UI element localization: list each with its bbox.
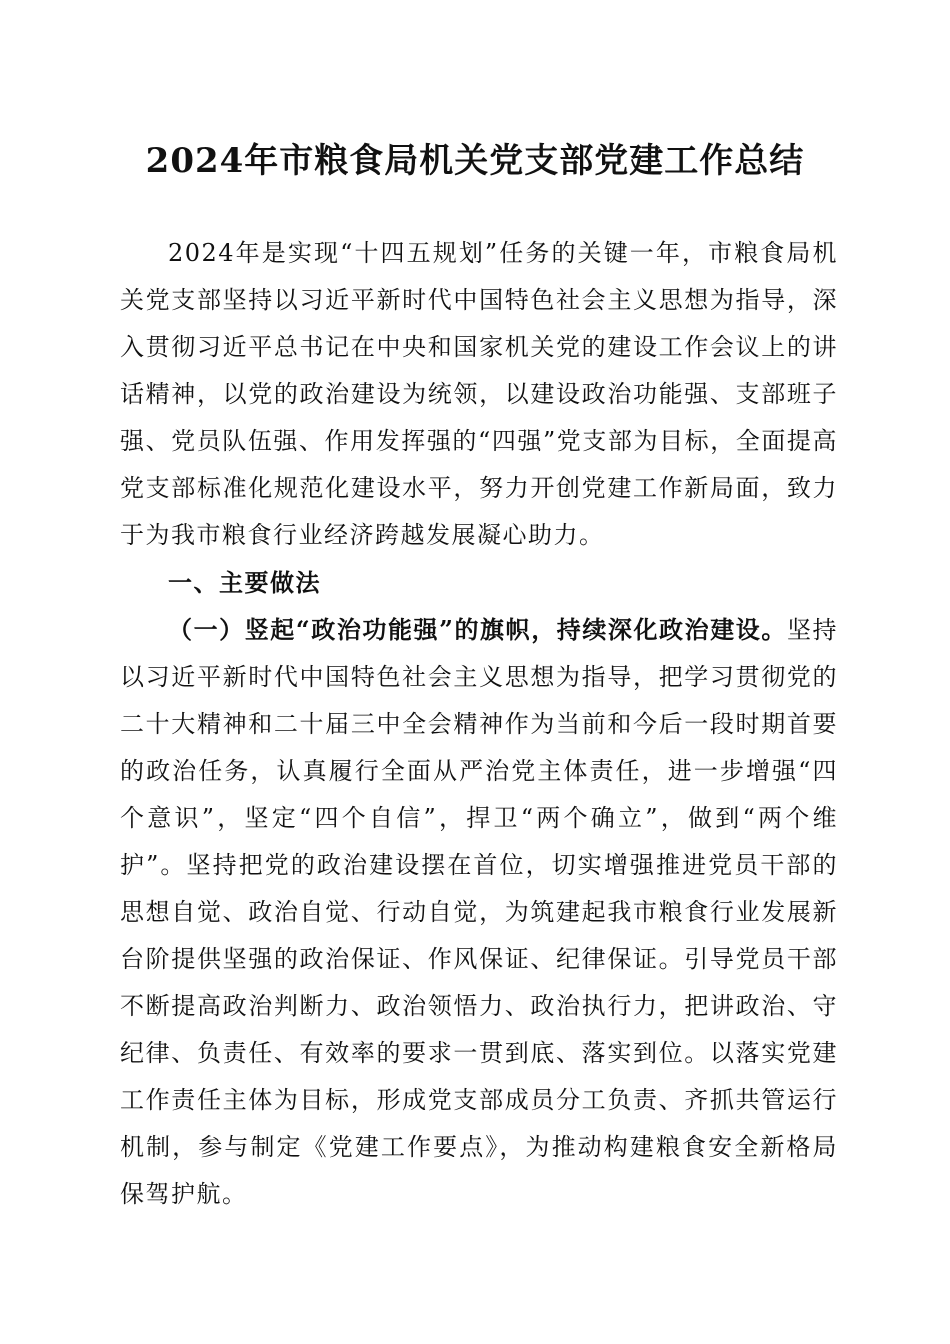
document-body (120, 230, 838, 1218)
document-title: 2024年市粮食局机关党支部党建工作总结 (145, 141, 805, 181)
subsection-1-paragraph (120, 606, 838, 1218)
subsection-1-body: 坚持以习近平新时代中国特色社会主义思想为指导，把学习贯彻党的二十大精神和二十届三中全会精神作为当前和今后一段时期首要的政治任务，认真履行全面从严治党主体责任，进一步增强“四个意识”，坚定“四个自信”，捍卫“两个确立”，做到“两个维护”。坚持把党的政治建设摆在首位，切实增强推进党员干部的思想自觉、政治自觉、行动自觉，为筑建起我市粮食行业发展新台阶提供坚强的政治保证、作风保证、纪律保证。引导党员干部不断提高政治判断力、政治领悟力、政治执行力，把讲政治、守纪律、负责任、有效率的要求一贯到底、落实到位。以落实党建工作责任主体为目标，形成党支部成员分工负责、齐抓共管运行机制，参与制定《党建工作要点》，为推动构建粮食安全新格局保驾护航。 (120, 616, 839, 1208)
subsection-1-heading: （一）竖起“政治功能强”的旗帜，持续深化政治建设。 (168, 615, 787, 644)
intro-paragraph: 2024年是实现“十四五规划”任务的关键一年，市粮食局机关党支部坚持以习近平新时代中国特色社会主义思想为指导，深入贯彻习近平总书记在中央和国家机关党的建设工作会议上的讲话精神，以党的政治建设为统领，以建设政治功能强、支部班子强、党员队伍强、作用发挥强的“四强”党支部为目标，全面提高党支部标准化规范化建设水平，努力开创党建工作新局面，致力于为我市粮食行业经济跨越发展凝心助力。 (120, 239, 838, 549)
section-heading-main-practices: 一、主要做法 (168, 568, 321, 597)
